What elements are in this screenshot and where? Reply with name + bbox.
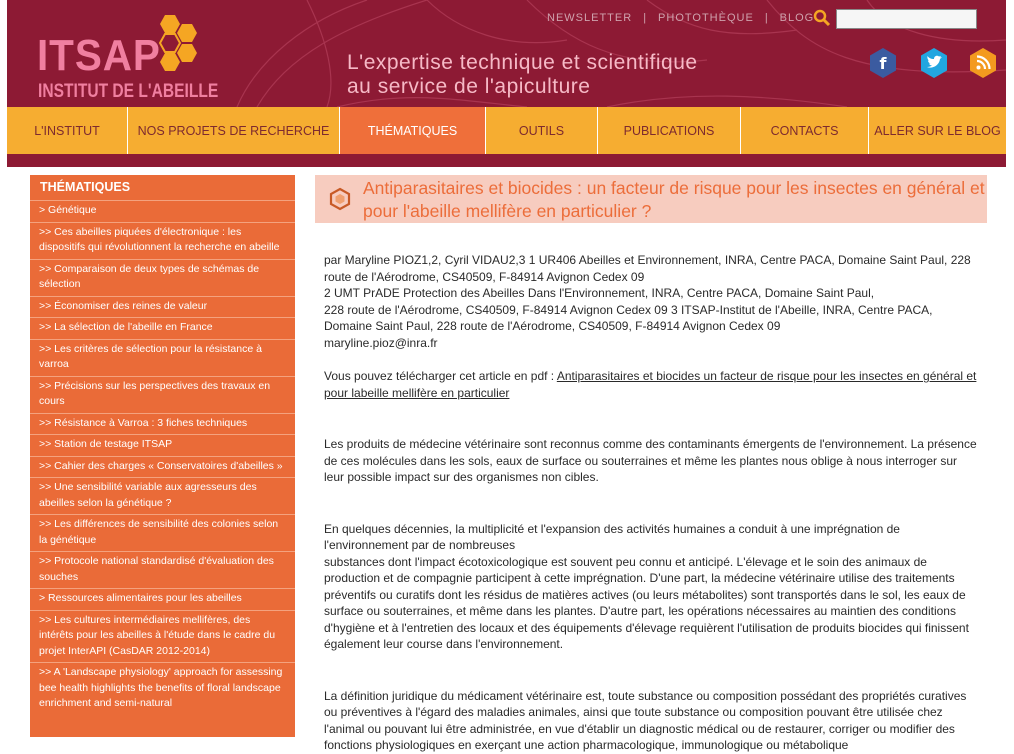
hexagon-bullet-icon — [329, 188, 351, 210]
pdf-download-link[interactable]: Antiparasitaires et biocides un facteur de risque pour les insectes en général et pour labeille mellifère en particulier — [324, 369, 977, 400]
authors-line-3: 228 route de l'Aérodrome, CS40509, F-84914 Avignon Cedex 09 3 ITSAP-Institut de l'Abeille, INRA, Centre PACA, Domaine Saint Paul, 228 route de l'Aérodrome, CS40509, F-84914 Avignon Cedex 09 — [324, 302, 933, 333]
nav-item-projets[interactable]: NOS PROJETS DE RECHERCHE — [128, 107, 340, 154]
nav-bottom-band — [7, 154, 1006, 167]
author-email: maryline.pioz@inra.fr — [324, 335, 438, 350]
sidebar-item[interactable]: >> Les différences de sensibilité des colonies selon la génétique — [30, 514, 295, 551]
paragraph: Les produits de médecine vétérinaire sont reconnus comme des contaminants émergents de l'environnement. La présence de ces molécules dans les sols, eaux de surface ou souterraines et même les plantes nous oblige à nous interroger sur leur possible impact sur des organismes non cibles. — [324, 437, 977, 484]
paragraph: En quelques décennies, la multiplicité et l'expansion des activités humaines a conduit à une imprégnation de l'environnement par de nombreuses — [324, 521, 900, 552]
rss-icon[interactable] — [967, 47, 999, 79]
download-paragraph — [324, 368, 980, 401]
download-prefix: Vous pouvez télécharger cet article en pdf : — [324, 369, 557, 383]
separator: | — [643, 12, 648, 24]
search-icon[interactable] — [813, 9, 831, 27]
article-body — [324, 252, 980, 754]
sidebar-item-genetique[interactable]: > Génétique — [30, 200, 295, 222]
sidebar-item[interactable]: >> Les cultures intermédiaires mellifères, des intérêts pour les abeilles à l'étude dans le cadre du projet InterAPI (CasDAR 2012-2014) — [30, 610, 295, 663]
sidebar-item[interactable]: >> Ces abeilles piquées d'électronique : les dispositifs qui révolutionnent la recherche en abeille — [30, 222, 295, 259]
sidebar — [30, 175, 295, 737]
separator: | — [764, 12, 769, 24]
nav-item-thematiques[interactable]: THÉMATIQUES — [340, 107, 486, 154]
sidebar-item[interactable]: >> Précisions sur les perspectives des travaux en cours — [30, 376, 295, 413]
blog-link[interactable]: BLOG — [779, 12, 815, 24]
search-input[interactable] — [836, 9, 977, 29]
sidebar-item[interactable]: >> Station de testage ITSAP — [30, 434, 295, 456]
sidebar-item[interactable]: >> La sélection de l'abeille en France — [30, 317, 295, 339]
sidebar-item[interactable]: >> Cahier des charges « Conservatoires d'abeilles » — [30, 456, 295, 478]
site-tagline — [347, 51, 698, 99]
nav-item-outils[interactable]: OUTILS — [486, 107, 598, 154]
logo-text[interactable]: ITSAP — [37, 31, 161, 80]
nav-item-blog[interactable]: ALLER SUR LE BLOG — [869, 107, 1006, 154]
paragraph: substances dont l'impact écotoxicologique est souvent peu connu et anticipé. L'élevage et le soin des animaux de production et de compagnie participent à cette imprégnation. D'une part, la médecine vétérinaire utilise des traitements préventifs ou curatifs dont les résidus de matières actives (ou leurs métabolites) sont transportés dans le sol, les eaux de surface ou souterraines, et même dans les plantes. D'autre part, les opérations nécessaires au maintien des conditions d'hygiène et à l'entretien des locaux et des équipements d'élevage requièrent l'utilisation de produits biocides qui finissent également leur course dans l'environnement. — [324, 554, 969, 651]
logo-subtitle[interactable]: INSTITUT DE L'ABEILLE — [38, 81, 219, 102]
tagline-line-1: L'expertise technique et scientifique — [347, 51, 698, 74]
twitter-icon[interactable] — [918, 47, 950, 79]
phototheque-link[interactable]: PHOTOTHÈQUE — [658, 12, 754, 24]
sidebar-title: THÉMATIQUES — [40, 180, 131, 194]
newsletter-link[interactable]: NEWSLETTER — [547, 12, 633, 24]
main-navigation — [7, 107, 1006, 154]
sidebar-item[interactable]: >> Résistance à Varroa : 3 fiches techniques — [30, 413, 295, 435]
nav-item-publications[interactable]: PUBLICATIONS — [598, 107, 741, 154]
sidebar-item[interactable]: >> A 'Landscape physiology' approach for assessing bee health highlights the benefits of floral landscape enrichment and semi-natural — [30, 662, 295, 715]
tagline-line-2: au service de l'apiculture — [347, 75, 591, 98]
nav-item-contacts[interactable]: CONTACTS — [741, 107, 869, 154]
authors-line-1: par Maryline PIOZ1,2, Cyril VIDAU2,3 1 UR406 Abeilles et Environnement, INRA, Centre PACA, Domaine Saint Paul, 228 route de l'Aérodrome, CS40509, F-84914 Avignon Cedex 09 — [324, 253, 971, 284]
page — [7, 0, 1006, 752]
sidebar-item[interactable]: >> Protocole national standardisé d'évaluation des souches — [30, 551, 295, 588]
article-title: Antiparasitaires et biocides : un facteur de risque pour les insectes en général et pour l'abeille mellifère en particulier ? — [363, 178, 985, 221]
sidebar-item-ressources[interactable]: > Ressources alimentaires pour les abeilles — [30, 588, 295, 610]
site-header — [7, 0, 1006, 107]
article-title-box — [315, 175, 987, 223]
facebook-icon[interactable] — [867, 47, 899, 79]
sidebar-item[interactable]: >> Économiser des reines de valeur — [30, 296, 295, 318]
paragraph: La définition juridique du médicament vétérinaire est, toute substance ou composition possédant des propriétés curatives ou préventives à l'égard des maladies animales, ainsi que toute substance ou composition pouvant être utilisée chez l'animal ou pouvant lui être administrée, en vue d'établir un diagnostic médical ou de restaurer, corriger ou modifier des fonctions physiologiques en exerçant une action pharmacologique, immunologique ou métabolique — [324, 688, 967, 752]
top-links — [547, 12, 814, 24]
nav-item-institut[interactable]: L'INSTITUT — [7, 107, 128, 154]
sidebar-item[interactable]: >> Les critères de sélection pour la résistance à varroa — [30, 339, 295, 376]
svg-text:f: f — [879, 54, 887, 73]
sidebar-item[interactable]: >> Une sensibilité variable aux agresseurs des abeilles selon la génétique ? — [30, 477, 295, 514]
sidebar-item[interactable]: >> Comparaison de deux types de schémas de sélection — [30, 259, 295, 296]
authors-line-2: 2 UMT PrADE Protection des Abeilles Dans l'Environnement, INRA, Centre PACA, Domaine Saint Paul, — [324, 286, 875, 300]
